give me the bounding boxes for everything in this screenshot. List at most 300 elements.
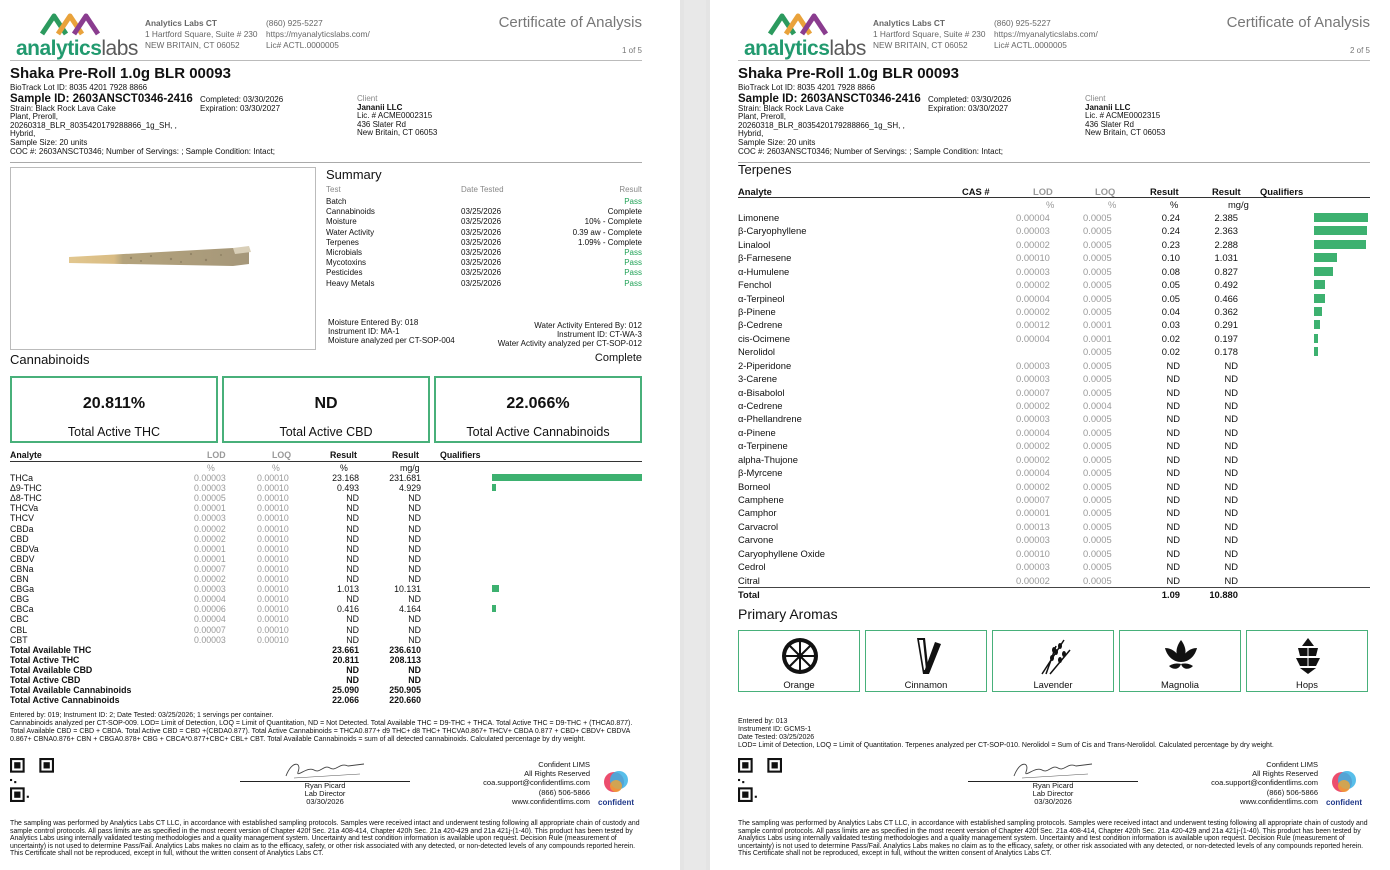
total-name: Total Active THC xyxy=(10,654,80,665)
analyte-bar xyxy=(1314,347,1318,356)
signer-date: 03/30/2026 xyxy=(1034,797,1072,806)
sample-id: Sample ID: 2603ANSCT0346-2416 xyxy=(10,92,193,105)
wa-entered-by: Water Activity Entered By: 012 xyxy=(534,321,642,330)
signer-title: Lab Director xyxy=(304,789,346,798)
summary-section xyxy=(326,167,642,288)
confident-logo xyxy=(1320,768,1368,808)
analyte-lod: 0.00006 xyxy=(194,604,226,615)
logo-mountain-icon xyxy=(768,12,828,36)
analyte-result-pct: 0.04 xyxy=(1161,306,1180,317)
lims-info xyxy=(1168,760,1318,806)
analyte-loq: 0.0005 xyxy=(1083,547,1112,559)
analyte-name: CBC xyxy=(10,614,29,625)
table-row xyxy=(738,412,1370,425)
analyte-name: 2-Piperidone xyxy=(738,359,792,371)
analyte-result-pct: ND xyxy=(1166,440,1180,452)
total-result-mg: 220.660 xyxy=(389,695,421,706)
aroma-label: Orange xyxy=(783,679,815,690)
analyte-name: β-Cedrene xyxy=(738,319,783,331)
analyte-result-mg: 10.131 xyxy=(394,584,421,595)
table-row xyxy=(738,318,1370,331)
lab-url[interactable]: https://myanalyticslabs.com/ xyxy=(266,29,370,39)
aroma-label: Cinnamon xyxy=(904,679,948,690)
header-divider xyxy=(738,60,1370,61)
analyte-loq: 0.0005 xyxy=(1083,238,1112,250)
analyte-loq: 0.0005 xyxy=(1083,534,1112,546)
page-gap xyxy=(684,0,706,870)
analyte-loq: 0.0005 xyxy=(1083,494,1112,506)
analyte-name: CBNa xyxy=(10,563,34,574)
header-analyte: Analyte xyxy=(738,186,772,197)
analyte-lod: 0.00007 xyxy=(1016,386,1050,398)
header-result-pct: Result xyxy=(1150,186,1179,197)
page-number: 2 of 5 xyxy=(1349,46,1370,55)
header-lod: LOD xyxy=(207,450,226,460)
lims-url[interactable]: www.confidentlims.com xyxy=(512,796,590,806)
summary-result: 0.39 aw - Complete xyxy=(572,227,642,237)
table-row xyxy=(10,594,642,604)
coc-line: COC #: 2603ANSCT0346; Number of Servings: ; Sample Condition: Intact; xyxy=(738,146,1004,156)
analyte-lod: 0.00002 xyxy=(1016,400,1050,412)
analyte-result-mg: ND xyxy=(408,614,421,625)
analyte-result-pct: 0.05 xyxy=(1161,292,1180,304)
magnolia-icon xyxy=(1161,636,1201,676)
client-address2: New Britain, CT 06053 xyxy=(357,128,438,137)
analyte-lod: 0.00004 xyxy=(1016,332,1050,344)
total-result-pct: 22.066 xyxy=(332,695,359,706)
terpenes-title: Terpenes xyxy=(738,162,792,177)
aroma-orange xyxy=(738,630,860,692)
analyte-result-pct: 0.03 xyxy=(1161,319,1180,331)
sample-type: Plant, Preroll, xyxy=(10,112,59,122)
analyte-loq: 0.0001 xyxy=(1083,319,1112,331)
table-row xyxy=(738,278,1370,291)
lab-address-line1: 1 Hartford Square, Suite # 230 xyxy=(873,29,986,39)
analyte-result-mg: ND xyxy=(1224,574,1238,586)
analyte-result-mg: ND xyxy=(1224,494,1238,506)
table-row xyxy=(738,574,1370,587)
analyte-loq: 0.00010 xyxy=(257,614,289,625)
analyte-name: α-Cedrene xyxy=(738,400,783,412)
lims-url[interactable]: www.confidentlims.com xyxy=(1240,796,1318,806)
analyte-result-pct: 0.24 xyxy=(1161,225,1180,237)
lims-phone: (866) 506-5866 xyxy=(1266,787,1318,797)
analyte-result-mg: ND xyxy=(1224,453,1238,465)
unit-label: % xyxy=(1046,199,1055,210)
table-row xyxy=(738,265,1370,278)
analyte-result-pct: ND xyxy=(1166,467,1180,479)
signature-icon xyxy=(280,758,370,782)
analyte-lod: 0.00003 xyxy=(194,483,226,494)
lims-email[interactable]: coa.support@confidentlims.com xyxy=(1211,778,1318,788)
analyte-name: α-Bisabolol xyxy=(738,386,785,398)
summary-test: Mycotoxins xyxy=(326,258,367,268)
table-row xyxy=(10,513,642,523)
terpene-note-entry: Entered by: 013 xyxy=(738,718,788,725)
analyte-result-pct: ND xyxy=(346,533,359,544)
confident-logo-icon xyxy=(592,768,640,798)
cannabinoid-note-entry: Entered by: 019; Instrument ID: 2; Date Tested: 03/25/2026; 1 servings per container. xyxy=(10,712,274,719)
analyte-result-pct: 0.493 xyxy=(336,483,359,494)
analyte-result-pct: ND xyxy=(1166,534,1180,546)
analyte-lod: 0.00012 xyxy=(1016,319,1050,331)
expiration-date: Expiration: 03/30/2027 xyxy=(928,104,1009,113)
qr-code-icon[interactable] xyxy=(10,758,54,802)
analyte-name: Δ9-THC xyxy=(10,483,42,494)
analyte-result-pct: ND xyxy=(1166,400,1180,412)
lab-phone: (860) 925-5227 xyxy=(266,18,323,28)
total-row xyxy=(10,655,642,665)
analyte-loq: 0.00010 xyxy=(257,604,289,615)
summary-test: Heavy Metals xyxy=(326,278,375,288)
total-name: Total Active CBD xyxy=(10,675,81,685)
analyte-name: β-Pinene xyxy=(738,306,776,317)
analyte-result-mg: 2.288 xyxy=(1214,238,1238,250)
analyte-name: Carvone xyxy=(738,534,774,546)
analyte-result-pct: ND xyxy=(346,634,359,645)
analyte-lod: 0.00010 xyxy=(1016,547,1050,559)
confident-logo xyxy=(592,768,640,808)
analyte-result-pct: 0.24 xyxy=(1161,212,1180,223)
aroma-lavender xyxy=(992,630,1114,692)
doc-title: Certificate of Analysis xyxy=(1226,14,1370,31)
analyte-result-pct: ND xyxy=(1166,386,1180,398)
analyte-name: β-Myrcene xyxy=(738,467,783,479)
analyte-name: THCV xyxy=(10,513,34,524)
table-row xyxy=(10,534,642,544)
analyte-bar xyxy=(1314,253,1337,262)
confident-logo-text: confident xyxy=(598,798,634,807)
analyte-result-mg: 1.031 xyxy=(1214,252,1238,264)
analyte-result-mg: 4.164 xyxy=(398,604,421,615)
analyte-name: β-Farnesene xyxy=(738,252,792,264)
primary-aromas-title: Primary Aromas xyxy=(738,606,838,622)
analyte-result-mg: ND xyxy=(408,493,421,504)
analyte-loq: 0.00010 xyxy=(257,563,289,574)
analyte-lod: 0.00002 xyxy=(1016,480,1050,492)
card-value: ND xyxy=(314,395,338,412)
logo-mountain-icon xyxy=(40,12,100,36)
summary-header-result: Result xyxy=(619,185,642,194)
card-value: 22.066% xyxy=(506,395,570,412)
total-row xyxy=(10,695,642,705)
client-address1: 436 Slater Rd xyxy=(357,119,406,129)
lab-name: Analytics Labs CT xyxy=(873,18,945,28)
analyte-lod: 0.00003 xyxy=(1016,534,1050,546)
summary-row xyxy=(326,248,642,258)
analyte-lod: 0.00004 xyxy=(1016,292,1050,304)
summary-result: Complete xyxy=(607,207,642,217)
analyte-result-mg: ND xyxy=(408,553,421,564)
batch-id: 20260318_BLR_8035420179288866_1g_SH, , xyxy=(738,120,905,130)
analyte-name: Cedrol xyxy=(738,561,766,573)
unit-label: mg/g xyxy=(400,463,420,473)
analyte-name: Carvacrol xyxy=(738,520,779,532)
analyte-result-pct: 23.168 xyxy=(332,473,359,483)
lims-rights: All Rights Reserved xyxy=(1252,769,1318,779)
analyte-result-pct: ND xyxy=(346,513,359,524)
analyte-name: CBL xyxy=(10,624,28,635)
analyte-lod: 0.00003 xyxy=(1016,373,1050,385)
card-total-active-thc xyxy=(10,376,218,443)
terpene-table-header xyxy=(738,186,1370,198)
aroma-label: Lavender xyxy=(1033,679,1073,690)
summary-row xyxy=(326,217,642,227)
table-row xyxy=(10,544,642,554)
analyte-lod: 0.00003 xyxy=(1016,359,1050,371)
summary-result: Pass xyxy=(624,197,642,206)
summary-row xyxy=(326,228,642,238)
table-row xyxy=(738,466,1370,479)
signature-icon xyxy=(1008,758,1098,782)
sample-size: Sample Size: 20 units xyxy=(10,137,88,147)
analyte-result-mg: ND xyxy=(1224,561,1238,573)
analyte-loq: 0.00010 xyxy=(257,503,289,514)
lab-url[interactable]: https://myanalyticslabs.com/ xyxy=(994,29,1098,39)
total-name: Total Available CBD xyxy=(10,664,93,675)
analyte-name: alpha-Thujone xyxy=(738,453,798,465)
analyte-name: 3-Carene xyxy=(738,373,778,385)
table-row xyxy=(738,251,1370,264)
analyte-result-pct: 0.10 xyxy=(1161,252,1180,264)
analyte-lod: 0.00002 xyxy=(1016,453,1050,465)
total-row xyxy=(10,685,642,695)
analyte-lod: 0.00002 xyxy=(194,523,226,534)
analyte-name: Camphor xyxy=(738,507,777,519)
table-row xyxy=(738,520,1370,533)
table-row xyxy=(738,439,1370,452)
analyte-lod: 0.00004 xyxy=(1016,426,1050,438)
coa-page-2 xyxy=(710,0,1390,870)
analyte-loq: 0.0005 xyxy=(1083,252,1112,264)
client-label: Client xyxy=(357,94,378,103)
cannabinoid-note-method: Cannabinoids analyzed per CT-SOP-009. LOD= Limit of Detection, LOQ = Limit of Quantitation, ND = Not Detected. Total Available THC = D9-THC + THCA. Total Active THC = D9-THC + (THCA0.877). Total Available CBD = CBD + CBDA. Total Active CBD = CBD +(CBDA0.877). Total Active Cannabinoids = THCA0.877+ d9 THC+ d8 THC+ THCVA0.867+ THCV+ CBDA 0.877 + CBD+ CBDV+ CBDVA 0.867+ CBNA0.876+ CBN + CBGA0.878+ CBG + CBCA*0.877+CBC+ CBL+ CBT. Total Available Cannabinoids = sum of all detected cannabinoids. Calculated percentage by dry weight. xyxy=(10,720,633,743)
analyte-result-mg: 4.929 xyxy=(398,483,421,494)
unit-label: % xyxy=(272,463,280,473)
analyte-lod: 0.00001 xyxy=(194,543,226,554)
total-result-pct: 1.09 xyxy=(1161,589,1180,601)
summary-row xyxy=(326,238,642,248)
analyte-result-pct: 0.02 xyxy=(1161,346,1180,358)
analyte-name: β-Caryophyllene xyxy=(738,225,807,237)
analyte-result-pct: ND xyxy=(346,563,359,574)
lims-info xyxy=(440,760,590,806)
analyte-name: α-Terpinene xyxy=(738,440,788,452)
lims-name: Confident LIMS xyxy=(538,760,590,769)
analyte-bar xyxy=(492,484,496,491)
analyte-name: α-Humulene xyxy=(738,265,790,277)
analyte-loq: 0.00010 xyxy=(257,493,289,504)
analyte-result-pct: ND xyxy=(1166,480,1180,492)
strain: Strain: Black Rock Lava Cake xyxy=(10,103,116,113)
terpene-units-row xyxy=(738,198,1370,211)
client-address2: New Britain, CT 06053 xyxy=(1085,128,1166,137)
analyte-result-pct: ND xyxy=(1166,373,1180,385)
unit-label: % xyxy=(207,463,215,473)
analyte-result-pct: ND xyxy=(346,594,359,605)
sample-info xyxy=(738,84,1370,156)
aroma-label: Hops xyxy=(1296,679,1318,690)
strain: Strain: Black Rock Lava Cake xyxy=(738,103,844,113)
total-row xyxy=(10,675,642,685)
analyte-lod: 0.00013 xyxy=(1016,520,1050,532)
analyte-loq: 0.0005 xyxy=(1083,373,1112,385)
header-qualifiers: Qualifiers xyxy=(440,450,481,460)
analyte-result-pct: ND xyxy=(1166,359,1180,371)
summary-test: Pesticides xyxy=(326,268,363,278)
card-total-active-cannabinoids xyxy=(434,376,642,443)
total-result-mg: ND xyxy=(408,675,421,685)
analyte-result-mg: ND xyxy=(408,503,421,514)
analyte-result-mg: ND xyxy=(1224,520,1238,532)
total-row xyxy=(10,665,642,675)
signature-block xyxy=(738,758,1370,808)
total-result-pct: ND xyxy=(346,675,359,685)
lab-address xyxy=(145,18,258,51)
signer-name: Ryan Picard xyxy=(1032,781,1074,790)
analyte-result-pct: ND xyxy=(1166,426,1180,438)
analyte-name: α-Terpineol xyxy=(738,292,785,304)
terpene-note-date: Date Tested: 03/25/2026 xyxy=(738,734,815,741)
summary-result: 10% - Complete xyxy=(584,217,642,227)
analyte-lod: 0.00003 xyxy=(1016,561,1050,573)
header-result-mg: Result xyxy=(392,450,419,460)
analyte-result-pct: ND xyxy=(1166,494,1180,506)
analyte-result-pct: ND xyxy=(1166,520,1180,532)
analyte-lod: 0.00007 xyxy=(194,624,226,635)
sample-type: Plant, Preroll, xyxy=(738,112,787,122)
analyte-bar xyxy=(492,474,642,481)
lab-address-line1: 1 Hartford Square, Suite # 230 xyxy=(145,29,258,39)
logo-word-analytics: analytics xyxy=(16,37,102,60)
analyte-loq: 0.0005 xyxy=(1083,346,1112,358)
total-result-pct: 25.090 xyxy=(332,685,359,696)
summary-test: Terpenes xyxy=(326,237,359,247)
table-row xyxy=(738,547,1370,560)
analyte-lod: 0.00003 xyxy=(1016,265,1050,277)
analyte-lod: 0.00001 xyxy=(194,503,226,514)
cannabinoid-units-row xyxy=(10,463,642,473)
product-image xyxy=(10,167,316,350)
coa-page-1 xyxy=(0,0,680,870)
confident-logo-text: confident xyxy=(1326,798,1362,807)
analyte-name: CBCa xyxy=(10,604,34,615)
table-row xyxy=(738,332,1370,345)
summary-header-test: Test xyxy=(326,185,341,194)
lims-rights: All Rights Reserved xyxy=(524,769,590,779)
header-result-mg: Result xyxy=(1212,186,1241,197)
analyte-name: Camphene xyxy=(738,494,784,506)
total-result-mg: 236.610 xyxy=(389,644,421,655)
lims-phone: (866) 506-5866 xyxy=(538,787,590,797)
disclaimer: The sampling was performed by Analytics Labs CT LLC, in accordance with established sampling protocols. Samples were received intact and underwent testing following all appropriate chain of custody and sample control protocols. All pass limits are as specified in the most recent version of Chapter 420f Sec. 21a 408-414, Chapter 420h Sec. 21a 420-429 and 21a 421j-(1-40). This product has been tested by Analytics Labs using internally validated testing methodologies and a quality management system. Uncertainty and test condition information is available upon request. Decision Rule (measurement of uncertainty) is not used to determine Pass/Fail. Analytics Labs makes no claim as to the efficacy, safety, or other risk associated with any detected, or non-detected levels of any compounds reported herein. This Certificate shall not be reproduced, except in full, without the written consent of Analytics Labs CT. xyxy=(10,820,640,858)
header-loq: LOQ xyxy=(1095,186,1116,197)
analyte-result-mg: ND xyxy=(408,563,421,574)
page-number: 1 of 5 xyxy=(621,46,642,55)
table-row xyxy=(738,386,1370,399)
analyte-bar xyxy=(1314,320,1320,329)
analyte-name: Linalool xyxy=(738,238,771,250)
analyte-bar xyxy=(1314,334,1318,343)
analyte-lod: 0.00001 xyxy=(194,553,226,564)
summary-title: Summary xyxy=(326,167,382,182)
summary-result: 1.09% - Complete xyxy=(577,237,642,247)
card-label: Total Active THC xyxy=(67,425,161,439)
analyte-loq: 0.0005 xyxy=(1083,453,1112,465)
analyte-loq: 0.0001 xyxy=(1083,332,1112,344)
analyte-result-pct: ND xyxy=(346,614,359,625)
cinnamon-icon xyxy=(907,636,947,676)
analyte-loq: 0.0005 xyxy=(1083,520,1112,532)
header-result-pct: Result xyxy=(330,450,357,460)
cannabinoid-notes xyxy=(10,712,642,744)
client-name: Jananii LLC xyxy=(357,102,403,112)
analyte-result-mg: ND xyxy=(1224,400,1238,412)
total-result-pct: ND xyxy=(346,664,359,675)
total-result-pct: 20.811 xyxy=(332,654,359,665)
analyte-result-pct: ND xyxy=(1166,507,1180,519)
cannabinoid-table-header xyxy=(10,450,642,462)
analyte-loq: 0.0005 xyxy=(1083,413,1112,425)
analyte-lod: 0.00004 xyxy=(1016,212,1050,223)
analyte-result-mg: ND xyxy=(1224,413,1238,425)
analyte-lod: 0.00003 xyxy=(1016,413,1050,425)
header-qualifiers: Qualifiers xyxy=(1260,186,1304,197)
summary-row xyxy=(326,268,642,278)
analyte-name: Nerolidol xyxy=(738,346,775,358)
analyte-loq: 0.00010 xyxy=(257,624,289,635)
analyte-result-mg: 0.291 xyxy=(1214,319,1238,331)
sample-dates xyxy=(200,95,283,113)
table-row xyxy=(738,292,1370,305)
total-row xyxy=(738,587,1370,600)
analyte-lod: 0.00002 xyxy=(1016,279,1050,291)
table-row xyxy=(738,399,1370,412)
analyte-loq: 0.0005 xyxy=(1083,306,1112,317)
header-analyte: Analyte xyxy=(10,450,42,460)
analyte-loq: 0.0005 xyxy=(1083,467,1112,479)
lims-email[interactable]: coa.support@confidentlims.com xyxy=(483,778,590,788)
signer-date: 03/30/2026 xyxy=(306,797,344,806)
analyte-name: Caryophyllene Oxide xyxy=(738,547,826,559)
total-name: Total Available THC xyxy=(10,644,92,655)
analyte-result-mg: 0.178 xyxy=(1214,346,1238,358)
table-row xyxy=(738,480,1370,493)
summary-date: 03/25/2026 xyxy=(461,258,502,268)
analyte-loq: 0.0005 xyxy=(1083,507,1112,519)
analyte-lod: 0.00002 xyxy=(1016,440,1050,452)
lab-license: Lic# ACTL.0000005 xyxy=(994,40,1067,50)
analyte-result-mg: ND xyxy=(408,574,421,584)
analyte-bar xyxy=(1314,294,1325,303)
analyte-lod: 0.00005 xyxy=(194,493,226,504)
lab-address xyxy=(873,18,986,51)
qr-code-icon[interactable] xyxy=(738,758,782,802)
analyte-result-pct: 0.416 xyxy=(336,604,359,615)
analyte-result-mg: 231.681 xyxy=(389,473,421,483)
lavender-icon xyxy=(1034,636,1074,676)
completed-date: Completed: 03/30/2026 xyxy=(200,95,284,104)
page-header xyxy=(738,8,1370,60)
total-name: Total Available Cannabinoids xyxy=(10,685,132,696)
analyte-loq: 0.00010 xyxy=(257,473,289,483)
lab-address-line2: NEW BRITAIN, CT 06052 xyxy=(145,40,240,50)
analyte-result-mg: ND xyxy=(408,533,421,544)
unit-label: mg/g xyxy=(1228,199,1249,210)
analyte-result-pct: ND xyxy=(346,503,359,514)
analyte-name: CBDVa xyxy=(10,543,39,554)
table-row xyxy=(738,493,1370,506)
